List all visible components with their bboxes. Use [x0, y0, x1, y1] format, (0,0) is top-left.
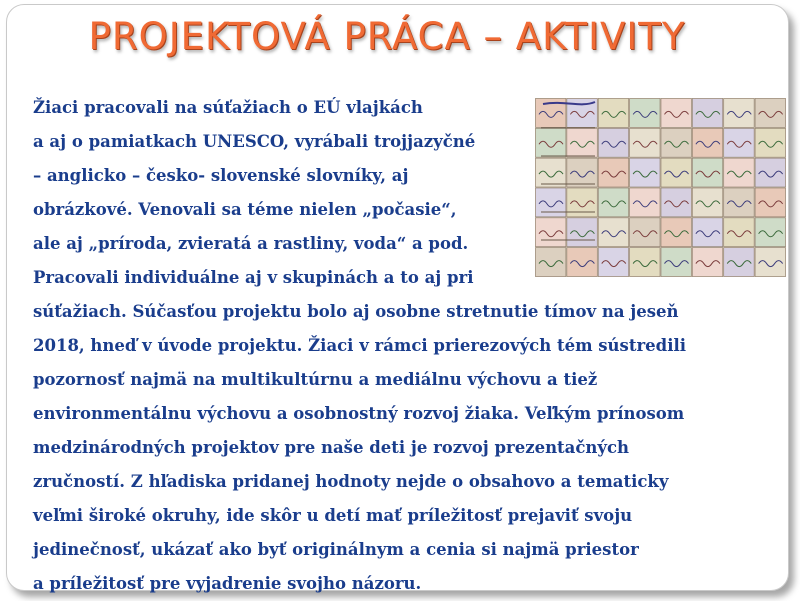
- body-line: súťažiach. Súčasťou projektu bolo aj osobne stretnutie tímov na jeseň: [33, 302, 679, 321]
- body-line: environmentálnu výchovu a osobnostný rozvoj žiaka. Veľkým prínosom: [33, 404, 685, 423]
- body-line: a aj o pamiatkach UNESCO, vyrábali trojjazyčné: [33, 132, 476, 151]
- body-line: zručností. Z hľadiska pridanej hodnoty nejde o obsahovo a tematicky: [33, 472, 669, 491]
- body-line: veľmi široké okruhy, ide skôr u detí mať príležitosť prejaviť svoju: [33, 506, 633, 525]
- body-line: medzinárodných projektov pre naše deti je rozvoj prezentačných: [33, 438, 630, 457]
- body-line: jedinečnosť, ukázať ako byť originálnym a cenia si najmä priestor: [33, 540, 639, 559]
- body-line: a príležitosť pre vyjadrenie svojho názoru.: [33, 574, 422, 593]
- body-line: pozornosť najmä na multikultúrnu a mediálnu výchovu a tiež: [33, 370, 598, 389]
- body-line: Žiaci pracovali na súťažiach o EÚ vlajkách: [33, 98, 423, 117]
- body-line: 2018, hneď v úvode projektu. Žiaci v rámci prierezových tém sústredili: [33, 336, 686, 355]
- body-line: – anglicko – česko- slovenské slovníky, aj: [33, 166, 409, 185]
- slide-frame: [6, 4, 789, 591]
- slide-title: PROJEKTOVÁ PRÁCA – AKTIVITY: [88, 15, 686, 58]
- body-line: obrázkové. Venovali sa téme nielen „počasie“,: [33, 200, 457, 219]
- body-paragraph: [33, 91, 686, 601]
- body-line: ale aj „príroda, zvieratá a rastliny, voda“ a pod.: [33, 234, 469, 253]
- body-line: Pracovali individuálne aj v skupinách a to aj pri: [33, 268, 474, 287]
